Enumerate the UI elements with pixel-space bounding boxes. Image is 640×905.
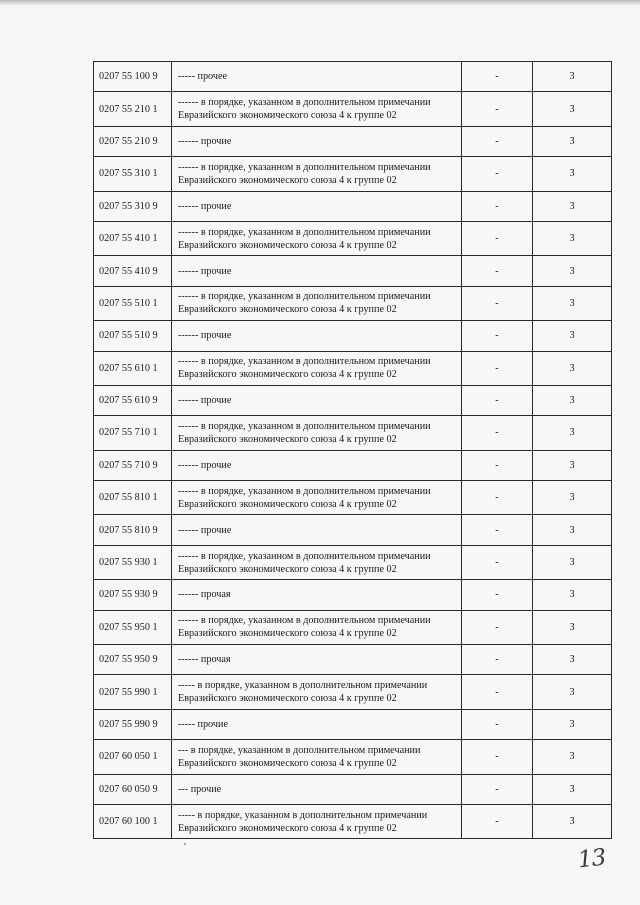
table-row bbox=[94, 450, 612, 480]
rate-cell: 3 bbox=[533, 126, 612, 156]
description-cell: ------ прочие bbox=[172, 450, 462, 480]
duty-cell: - bbox=[462, 321, 533, 351]
handwritten-page-number: 13 bbox=[576, 844, 607, 874]
table-row bbox=[94, 92, 612, 126]
description-cell: ------ прочие bbox=[172, 191, 462, 221]
scan-top-edge bbox=[0, 0, 640, 6]
table-row bbox=[94, 416, 612, 450]
commodity-code-cell: 0207 55 410 9 bbox=[94, 256, 172, 286]
table-row bbox=[94, 774, 612, 804]
table-row bbox=[94, 645, 612, 675]
duty-cell: - bbox=[462, 481, 533, 515]
commodity-code-cell: 0207 55 810 9 bbox=[94, 515, 172, 545]
commodity-code-cell: 0207 55 410 1 bbox=[94, 221, 172, 255]
duty-cell: - bbox=[462, 286, 533, 320]
rate-cell: 3 bbox=[533, 385, 612, 415]
table-row bbox=[94, 804, 612, 838]
description-cell: --- в порядке, указанном в дополнительном примечании Евразийского экономического союза 4 к группе 02 bbox=[172, 740, 462, 774]
description-cell: ------ прочие bbox=[172, 321, 462, 351]
description-cell: --- прочие bbox=[172, 774, 462, 804]
description-cell: ------ в порядке, указанном в дополнительном примечании Евразийского экономического союза 4 к группе 02 bbox=[172, 92, 462, 126]
description-cell: ------ в порядке, указанном в дополнительном примечании Евразийского экономического союза 4 к группе 02 bbox=[172, 286, 462, 320]
table-row bbox=[94, 580, 612, 610]
commodity-code-cell: 0207 55 210 1 bbox=[94, 92, 172, 126]
rate-cell: 3 bbox=[533, 62, 612, 92]
table-row bbox=[94, 545, 612, 579]
rate-cell: 3 bbox=[533, 545, 612, 579]
table-row bbox=[94, 157, 612, 191]
duty-cell: - bbox=[462, 645, 533, 675]
commodity-code-cell: 0207 55 950 1 bbox=[94, 610, 172, 644]
table-row bbox=[94, 191, 612, 221]
description-cell: ------ в порядке, указанном в дополнительном примечании Евразийского экономического союза 4 к группе 02 bbox=[172, 157, 462, 191]
scan-speck bbox=[184, 843, 186, 845]
commodity-code-cell: 0207 55 990 9 bbox=[94, 709, 172, 739]
rate-cell: 3 bbox=[533, 481, 612, 515]
commodity-code-cell: 0207 55 100 9 bbox=[94, 62, 172, 92]
rate-cell: 3 bbox=[533, 709, 612, 739]
commodity-code-cell: 0207 60 050 1 bbox=[94, 740, 172, 774]
commodity-code-cell: 0207 55 710 9 bbox=[94, 450, 172, 480]
duty-cell: - bbox=[462, 126, 533, 156]
duty-cell: - bbox=[462, 92, 533, 126]
rate-cell: 3 bbox=[533, 416, 612, 450]
rate-cell: 3 bbox=[533, 92, 612, 126]
description-cell: ------ прочие bbox=[172, 256, 462, 286]
duty-cell: - bbox=[462, 256, 533, 286]
duty-cell: - bbox=[462, 545, 533, 579]
rate-cell: 3 bbox=[533, 157, 612, 191]
description-cell: ------ прочая bbox=[172, 580, 462, 610]
rate-cell: 3 bbox=[533, 774, 612, 804]
commodity-code-cell: 0207 55 930 1 bbox=[94, 545, 172, 579]
rate-cell: 3 bbox=[533, 221, 612, 255]
duty-cell: - bbox=[462, 416, 533, 450]
duty-cell: - bbox=[462, 191, 533, 221]
commodity-code-cell: 0207 55 930 9 bbox=[94, 580, 172, 610]
rate-cell: 3 bbox=[533, 351, 612, 385]
commodity-code-cell: 0207 55 210 9 bbox=[94, 126, 172, 156]
description-cell: ------ в порядке, указанном в дополнительном примечании Евразийского экономического союза 4 к группе 02 bbox=[172, 481, 462, 515]
rate-cell: 3 bbox=[533, 580, 612, 610]
commodity-code-cell: 0207 55 610 1 bbox=[94, 351, 172, 385]
rate-cell: 3 bbox=[533, 450, 612, 480]
description-cell: ------ прочие bbox=[172, 126, 462, 156]
rate-cell: 3 bbox=[533, 256, 612, 286]
description-cell: ------ прочие bbox=[172, 515, 462, 545]
description-cell: ----- прочие bbox=[172, 709, 462, 739]
duty-cell: - bbox=[462, 62, 533, 92]
table-row bbox=[94, 286, 612, 320]
commodity-code-cell: 0207 55 810 1 bbox=[94, 481, 172, 515]
table-row bbox=[94, 740, 612, 774]
description-cell: ------ в порядке, указанном в дополнительном примечании Евразийского экономического союза 4 к группе 02 bbox=[172, 610, 462, 644]
rate-cell: 3 bbox=[533, 515, 612, 545]
rate-cell: 3 bbox=[533, 286, 612, 320]
commodity-code-cell: 0207 55 710 1 bbox=[94, 416, 172, 450]
commodity-code-cell: 0207 60 100 1 bbox=[94, 804, 172, 838]
commodity-code-cell: 0207 55 510 1 bbox=[94, 286, 172, 320]
table-row bbox=[94, 62, 612, 92]
duty-cell: - bbox=[462, 740, 533, 774]
duty-cell: - bbox=[462, 157, 533, 191]
table-row bbox=[94, 221, 612, 255]
table-row bbox=[94, 126, 612, 156]
description-cell: ------ в порядке, указанном в дополнительном примечании Евразийского экономического союза 4 к группе 02 bbox=[172, 416, 462, 450]
table-row bbox=[94, 481, 612, 515]
commodity-code-cell: 0207 55 310 9 bbox=[94, 191, 172, 221]
rate-cell: 3 bbox=[533, 804, 612, 838]
table-row bbox=[94, 321, 612, 351]
duty-cell: - bbox=[462, 515, 533, 545]
rate-cell: 3 bbox=[533, 610, 612, 644]
duty-cell: - bbox=[462, 675, 533, 709]
duty-cell: - bbox=[462, 804, 533, 838]
commodity-code-cell: 0207 55 510 9 bbox=[94, 321, 172, 351]
commodity-code-cell: 0207 55 990 1 bbox=[94, 675, 172, 709]
table-row bbox=[94, 385, 612, 415]
rate-cell: 3 bbox=[533, 321, 612, 351]
tariff-table-body bbox=[94, 62, 612, 839]
commodity-code-cell: 0207 60 050 9 bbox=[94, 774, 172, 804]
description-cell: ----- в порядке, указанном в дополнительном примечании Евразийского экономического союза 4 к группе 02 bbox=[172, 804, 462, 838]
commodity-code-cell: 0207 55 310 1 bbox=[94, 157, 172, 191]
commodity-code-cell: 0207 55 610 9 bbox=[94, 385, 172, 415]
duty-cell: - bbox=[462, 610, 533, 644]
description-cell: ------ в порядке, указанном в дополнительном примечании Евразийского экономического союза 4 к группе 02 bbox=[172, 545, 462, 579]
table-row bbox=[94, 351, 612, 385]
table-row bbox=[94, 675, 612, 709]
duty-cell: - bbox=[462, 580, 533, 610]
description-cell: ------ в порядке, указанном в дополнительном примечании Евразийского экономического союза 4 к группе 02 bbox=[172, 221, 462, 255]
table-row bbox=[94, 709, 612, 739]
duty-cell: - bbox=[462, 351, 533, 385]
duty-cell: - bbox=[462, 450, 533, 480]
description-cell: ----- прочее bbox=[172, 62, 462, 92]
commodity-code-cell: 0207 55 950 9 bbox=[94, 645, 172, 675]
description-cell: ----- в порядке, указанном в дополнительном примечании Евразийского экономического союза 4 к группе 02 bbox=[172, 675, 462, 709]
table-row bbox=[94, 256, 612, 286]
description-cell: ------ прочая bbox=[172, 645, 462, 675]
duty-cell: - bbox=[462, 385, 533, 415]
duty-cell: - bbox=[462, 709, 533, 739]
tariff-table bbox=[93, 61, 612, 839]
table-row bbox=[94, 515, 612, 545]
description-cell: ------ прочие bbox=[172, 385, 462, 415]
rate-cell: 3 bbox=[533, 740, 612, 774]
table-row bbox=[94, 610, 612, 644]
duty-cell: - bbox=[462, 774, 533, 804]
rate-cell: 3 bbox=[533, 675, 612, 709]
description-cell: ------ в порядке, указанном в дополнительном примечании Евразийского экономического союза 4 к группе 02 bbox=[172, 351, 462, 385]
rate-cell: 3 bbox=[533, 645, 612, 675]
rate-cell: 3 bbox=[533, 191, 612, 221]
duty-cell: - bbox=[462, 221, 533, 255]
